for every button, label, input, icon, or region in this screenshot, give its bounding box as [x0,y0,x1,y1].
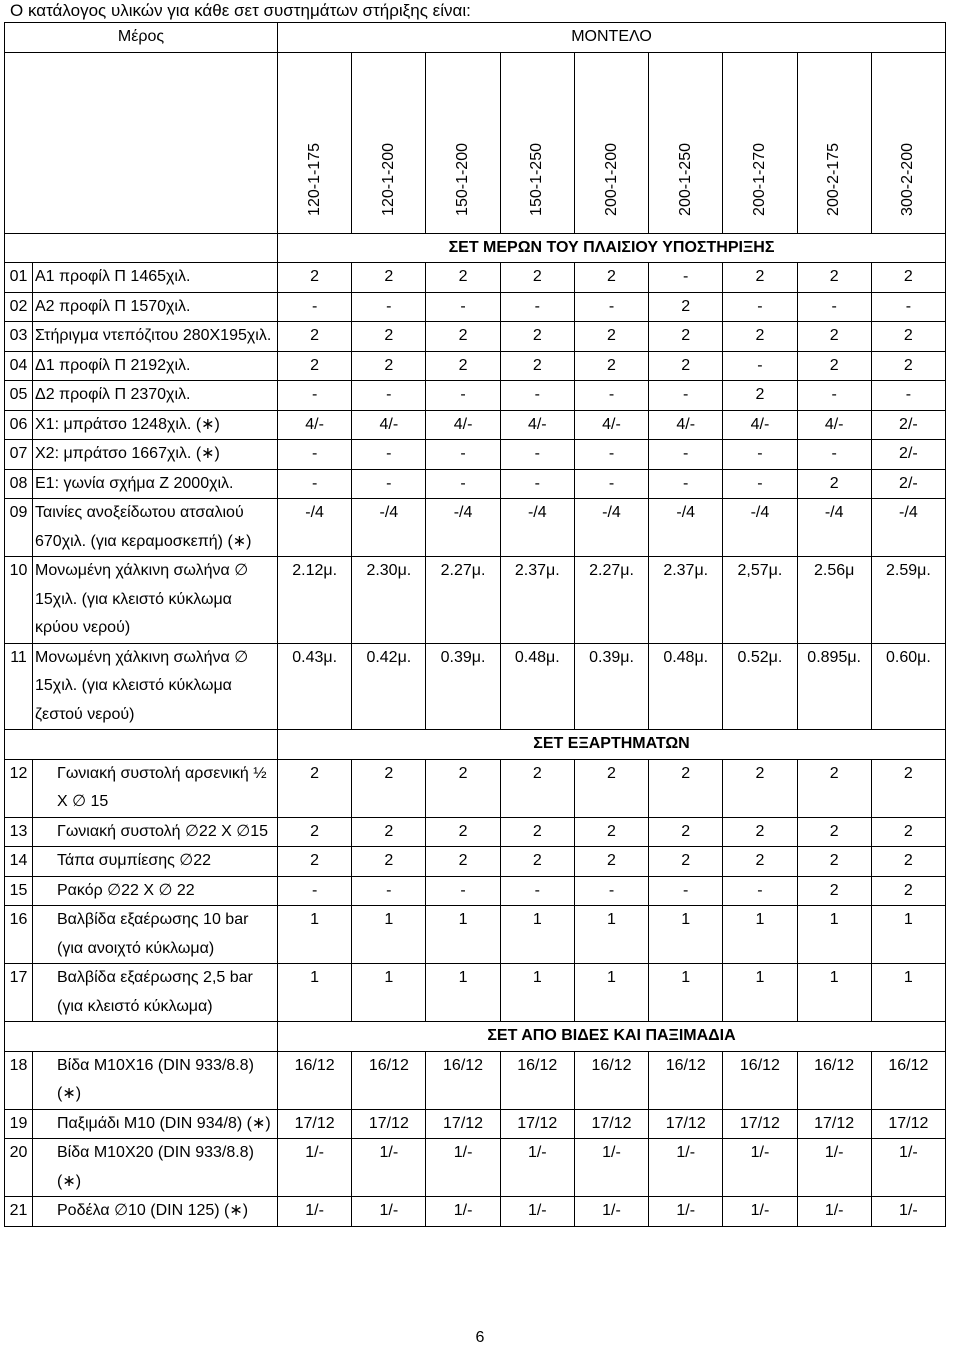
table-row [5,759,946,817]
quantity-cell: 1 [871,964,945,1022]
part-name: Ροδέλα ∅10 (DIN 125) (∗) [33,1197,278,1227]
quantity-cell: - [723,876,797,906]
quantity-cell: - [797,381,871,411]
quantity-cell: 17/12 [500,1109,574,1139]
quantity-cell: 2 [871,263,945,293]
table-row [5,351,946,381]
quantity-cell: 2 [426,263,500,293]
quantity-cell: 2 [352,759,426,817]
model-name: 300-2-200 [899,143,917,216]
model-name-cell [500,52,574,233]
quantity-cell: - [352,381,426,411]
quantity-cell: -/4 [352,499,426,557]
page-number: 6 [475,1329,485,1346]
quantity-cell: 2 [574,759,648,817]
quantity-cell: 17/12 [723,1109,797,1139]
row-number: 10 [5,557,33,644]
quantity-cell: 4/- [426,410,500,440]
section-spacer [5,730,278,760]
quantity-cell: 17/12 [649,1109,723,1139]
quantity-cell: 4/- [574,410,648,440]
quantity-cell: - [723,292,797,322]
section-spacer [5,233,278,263]
quantity-cell: - [278,440,352,470]
quantity-cell: 2/- [871,469,945,499]
table-row [5,1197,946,1227]
quantity-cell: 4/- [352,410,426,440]
quantity-cell: 2 [278,263,352,293]
quantity-cell: 0.43μ. [278,643,352,730]
quantity-cell: - [797,440,871,470]
part-name: Βαλβίδα εξαέρωσης 10 bar (για ανοιχτό κύκλωμα) [33,906,278,964]
table-row [5,817,946,847]
quantity-cell: - [500,381,574,411]
quantity-cell: 1 [426,964,500,1022]
quantity-cell: - [649,469,723,499]
quantity-cell: 2 [649,817,723,847]
quantity-cell: 2 [574,263,648,293]
part-name: Δ1 προφίλ Π 2192χιλ. [33,351,278,381]
quantity-cell: 0.42μ. [352,643,426,730]
quantity-cell: 17/12 [352,1109,426,1139]
quantity-cell: - [574,876,648,906]
quantity-cell: 2 [871,817,945,847]
quantity-cell: - [426,292,500,322]
quantity-cell: - [500,876,574,906]
row-number: 08 [5,469,33,499]
quantity-cell: 1 [574,906,648,964]
part-name: Α1 προφίλ Π 1465χιλ. [33,263,278,293]
row-number: 09 [5,499,33,557]
model-name: 200-1-270 [750,143,768,216]
quantity-cell: 17/12 [278,1109,352,1139]
quantity-cell: - [649,440,723,470]
quantity-cell: 2 [500,847,574,877]
quantity-cell: 1/- [500,1197,574,1227]
quantity-cell: 1/- [723,1197,797,1227]
table-row [5,263,946,293]
quantity-cell: 2.27μ. [574,557,648,644]
quantity-cell: - [723,351,797,381]
quantity-cell: 2 [797,351,871,381]
quantity-cell: 2 [426,351,500,381]
quantity-cell: 2 [723,381,797,411]
quantity-cell: 2 [574,847,648,877]
quantity-cell: 4/- [649,410,723,440]
part-name: Χ2: μπράτσο 1667χιλ. (∗) [33,440,278,470]
part-name: Ρακόρ ∅22 Χ ∅ 22 [33,876,278,906]
quantity-cell: 17/12 [574,1109,648,1139]
quantity-cell: -/4 [649,499,723,557]
quantity-cell: - [426,876,500,906]
model-name-cell [649,52,723,233]
quantity-cell: -/4 [278,499,352,557]
quantity-cell: - [871,381,945,411]
quantity-cell: - [574,469,648,499]
section-title: ΣΕΤ ΜΕΡΩΝ ΤΟΥ ΠΛΑΙΣΙΟΥ ΥΠΟΣΤΗΡΙΞΗΣ [278,233,946,263]
quantity-cell: 2 [574,817,648,847]
materials-table-body [5,23,946,1227]
quantity-cell: 16/12 [278,1051,352,1109]
part-name: Βίδα Μ10Χ20 (DIN 933/8.8) (∗) [33,1139,278,1197]
model-name-cell [723,52,797,233]
quantity-cell: 16/12 [871,1051,945,1109]
quantity-cell: 2 [723,847,797,877]
quantity-cell: 1 [278,906,352,964]
quantity-cell: 1 [723,906,797,964]
model-header: ΜΟΝΤΕΛΟ [278,23,946,53]
quantity-cell: 2 [649,847,723,877]
quantity-cell: - [352,440,426,470]
quantity-cell: -/4 [871,499,945,557]
quantity-cell: - [574,381,648,411]
quantity-cell: 2 [797,263,871,293]
quantity-cell: - [723,469,797,499]
quantity-cell: 16/12 [797,1051,871,1109]
quantity-cell: - [649,876,723,906]
table-row [5,876,946,906]
table-row [5,381,946,411]
quantity-cell: 16/12 [426,1051,500,1109]
quantity-cell: 0.895μ. [797,643,871,730]
quantity-cell: 2.37μ. [500,557,574,644]
quantity-cell: 2 [426,847,500,877]
quantity-cell: 1 [278,964,352,1022]
quantity-cell: 2 [723,759,797,817]
quantity-cell: 4/- [723,410,797,440]
row-number: 04 [5,351,33,381]
row-number: 03 [5,322,33,352]
row-number: 05 [5,381,33,411]
model-name-cell [278,52,352,233]
quantity-cell: - [649,263,723,293]
quantity-cell: 1/- [871,1197,945,1227]
part-header: Μέρος [5,23,278,53]
quantity-cell: 2.27μ. [426,557,500,644]
quantity-cell: - [500,469,574,499]
quantity-cell: 2.59μ. [871,557,945,644]
quantity-cell: 1 [723,964,797,1022]
quantity-cell: 2 [871,322,945,352]
table-row [5,906,946,964]
part-name: Γωνιακή συστολή αρσενική ½ Χ ∅ 15 [33,759,278,817]
quantity-cell: 1/- [426,1197,500,1227]
quantity-cell: 2 [723,817,797,847]
quantity-cell: - [352,876,426,906]
quantity-cell: 2.30μ. [352,557,426,644]
quantity-cell: - [352,292,426,322]
row-number: 11 [5,643,33,730]
quantity-cell: 2 [871,759,945,817]
part-name: Δ2 προφίλ Π 2370χιλ. [33,381,278,411]
model-name: 150-1-200 [454,143,472,216]
quantity-cell: 2 [797,759,871,817]
model-name: 200-2-175 [825,143,843,216]
quantity-cell: 0.39μ. [426,643,500,730]
quantity-cell: 16/12 [723,1051,797,1109]
intro-text: Ο κατάλογος υλικών για κάθε σετ συστημάτων στήριξης είναι: [10,1,471,20]
quantity-cell: - [797,292,871,322]
part-name: Ταινίες ανοξείδωτου ατσαλιού 670χιλ. (για κεραμοσκεπή) (∗) [33,499,278,557]
quantity-cell: 2 [871,847,945,877]
quantity-cell: 1 [797,906,871,964]
part-name: Τάπα συμπίεσης ∅22 [33,847,278,877]
quantity-cell: 2 [723,322,797,352]
quantity-cell: 2 [649,351,723,381]
quantity-cell: 2 [649,292,723,322]
quantity-cell: 2 [426,759,500,817]
quantity-cell: 16/12 [352,1051,426,1109]
quantity-cell: 2 [352,263,426,293]
model-names-row [5,52,946,233]
model-row-spacer [5,52,278,233]
quantity-cell: 2 [871,876,945,906]
quantity-cell: -/4 [797,499,871,557]
table-row [5,557,946,644]
quantity-cell: 2.56μ [797,557,871,644]
quantity-cell: 2/- [871,410,945,440]
quantity-cell: -/4 [500,499,574,557]
quantity-cell: 2 [352,847,426,877]
model-name-cell [426,52,500,233]
row-number: 18 [5,1051,33,1109]
quantity-cell: 1/- [723,1139,797,1197]
quantity-cell: 2 [352,322,426,352]
quantity-cell: 2 [500,817,574,847]
quantity-cell: - [352,469,426,499]
row-number: 20 [5,1139,33,1197]
quantity-cell: 1/- [649,1197,723,1227]
quantity-cell: 1/- [574,1197,648,1227]
table-row [5,643,946,730]
quantity-cell: 0.52μ. [723,643,797,730]
section-title: ΣΕΤ ΕΞΑΡΤΗΜΑΤΩΝ [278,730,946,760]
quantity-cell: 17/12 [797,1109,871,1139]
section-title: ΣΕΤ ΑΠΟ ΒΙΔΕΣ ΚΑΙ ΠΑΞΙΜΑΔΙΑ [278,1022,946,1052]
quantity-cell: 2 [278,847,352,877]
quantity-cell: 0.48μ. [649,643,723,730]
materials-table [4,22,946,1227]
row-number: 02 [5,292,33,322]
quantity-cell: 1/- [278,1197,352,1227]
quantity-cell: 2 [426,322,500,352]
quantity-cell: 2 [574,351,648,381]
table-row [5,964,946,1022]
quantity-cell: 17/12 [426,1109,500,1139]
part-name: Βίδα Μ10Χ16 (DIN 933/8.8) (∗) [33,1051,278,1109]
quantity-cell: 2 [649,759,723,817]
table-row [5,499,946,557]
header-row [5,23,946,53]
quantity-cell: 2 [797,322,871,352]
quantity-cell: 1/- [278,1139,352,1197]
quantity-cell: - [426,440,500,470]
row-number: 21 [5,1197,33,1227]
quantity-cell: 1 [649,964,723,1022]
model-name: 120-1-200 [379,143,397,216]
part-name: Μονωμένη χάλκινη σωλήνα ∅ 15χιλ. (για κλειστό κύκλωμα ζεστού νερού) [33,643,278,730]
quantity-cell: -/4 [723,499,797,557]
quantity-cell: 2 [797,847,871,877]
quantity-cell: 2 [278,817,352,847]
section-spacer [5,1022,278,1052]
table-row [5,1109,946,1139]
quantity-cell: - [871,292,945,322]
quantity-cell: 1/- [352,1197,426,1227]
quantity-cell: 1 [797,964,871,1022]
quantity-cell: 1/- [352,1139,426,1197]
quantity-cell: 16/12 [500,1051,574,1109]
quantity-cell: 2 [500,759,574,817]
quantity-cell: 0.60μ. [871,643,945,730]
model-name-cell [574,52,648,233]
quantity-cell: - [278,381,352,411]
quantity-cell: 2 [352,817,426,847]
quantity-cell: 2.12μ. [278,557,352,644]
quantity-cell: 1/- [649,1139,723,1197]
model-name: 150-1-250 [528,143,546,216]
quantity-cell: 2 [352,351,426,381]
quantity-cell: 2 [797,876,871,906]
table-row [5,1139,946,1197]
quantity-cell: 1/- [574,1139,648,1197]
quantity-cell: 1/- [797,1139,871,1197]
quantity-cell: 2 [797,469,871,499]
model-name-cell [797,52,871,233]
part-name: Α2 προφίλ Π 1570χιλ. [33,292,278,322]
table-row [5,1051,946,1109]
section-row [5,233,946,263]
quantity-cell: 1 [352,964,426,1022]
part-name: Στήριγμα ντεπόζιτου 280Χ195χιλ. [33,322,278,352]
part-name: Βαλβίδα εξαέρωσης 2,5 bar (για κλειστό κύκλωμα) [33,964,278,1022]
row-number: 16 [5,906,33,964]
table-row [5,847,946,877]
part-name: Γωνιακή συστολή ∅22 Χ ∅15 [33,817,278,847]
quantity-cell: - [278,292,352,322]
quantity-cell: 1/- [500,1139,574,1197]
row-number: 17 [5,964,33,1022]
quantity-cell: 17/12 [871,1109,945,1139]
quantity-cell: - [574,440,648,470]
quantity-cell: - [278,876,352,906]
quantity-cell: 2 [574,322,648,352]
model-name: 120-1-175 [305,143,323,216]
model-name: 200-1-200 [602,143,620,216]
quantity-cell: - [278,469,352,499]
section-row [5,1022,946,1052]
quantity-cell: 2,57μ. [723,557,797,644]
quantity-cell: 2/- [871,440,945,470]
row-number: 15 [5,876,33,906]
model-name-cell [871,52,945,233]
table-row [5,469,946,499]
quantity-cell: 2 [500,351,574,381]
quantity-cell: 1 [574,964,648,1022]
part-name: Ε1: γωνία σχήμα Ζ 2000χιλ. [33,469,278,499]
row-number: 12 [5,759,33,817]
table-row [5,322,946,352]
quantity-cell: 2 [278,322,352,352]
quantity-cell: 2 [723,263,797,293]
quantity-cell: 2 [500,322,574,352]
quantity-cell: 2 [797,817,871,847]
quantity-cell: 2 [278,351,352,381]
quantity-cell: 4/- [797,410,871,440]
quantity-cell: 2 [500,263,574,293]
table-row [5,410,946,440]
quantity-cell: - [723,440,797,470]
quantity-cell: 1/- [426,1139,500,1197]
part-name: Χ1: μπράτσο 1248χιλ. (∗) [33,410,278,440]
quantity-cell: 1/- [871,1139,945,1197]
quantity-cell: - [426,469,500,499]
quantity-cell: 4/- [278,410,352,440]
quantity-cell: 4/- [500,410,574,440]
row-number: 07 [5,440,33,470]
quantity-cell: 2.37μ. [649,557,723,644]
quantity-cell: - [649,381,723,411]
quantity-cell: 2 [278,759,352,817]
quantity-cell: 2 [426,817,500,847]
table-row [5,292,946,322]
row-number: 06 [5,410,33,440]
quantity-cell: 0.39μ. [574,643,648,730]
model-name-cell [352,52,426,233]
part-name: Παξιμάδι Μ10 (DIN 934/8) (∗) [33,1109,278,1139]
quantity-cell: 16/12 [574,1051,648,1109]
quantity-cell: 1 [500,964,574,1022]
quantity-cell: - [500,292,574,322]
quantity-cell: 2 [649,322,723,352]
quantity-cell: 2 [871,351,945,381]
row-number: 19 [5,1109,33,1139]
quantity-cell: 0.48μ. [500,643,574,730]
row-number: 01 [5,263,33,293]
quantity-cell: 1 [649,906,723,964]
quantity-cell: 16/12 [649,1051,723,1109]
quantity-cell: 1 [426,906,500,964]
quantity-cell: - [426,381,500,411]
model-name: 200-1-250 [676,143,694,216]
quantity-cell: -/4 [426,499,500,557]
table-row [5,440,946,470]
quantity-cell: -/4 [574,499,648,557]
part-name: Μονωμένη χάλκινη σωλήνα ∅ 15χιλ. (για κλειστό κύκλωμα κρύου νερού) [33,557,278,644]
row-number: 13 [5,817,33,847]
row-number: 14 [5,847,33,877]
quantity-cell: - [574,292,648,322]
section-row [5,730,946,760]
quantity-cell: 1 [500,906,574,964]
quantity-cell: 1 [871,906,945,964]
quantity-cell: 1 [352,906,426,964]
quantity-cell: - [500,440,574,470]
quantity-cell: 1/- [797,1197,871,1227]
